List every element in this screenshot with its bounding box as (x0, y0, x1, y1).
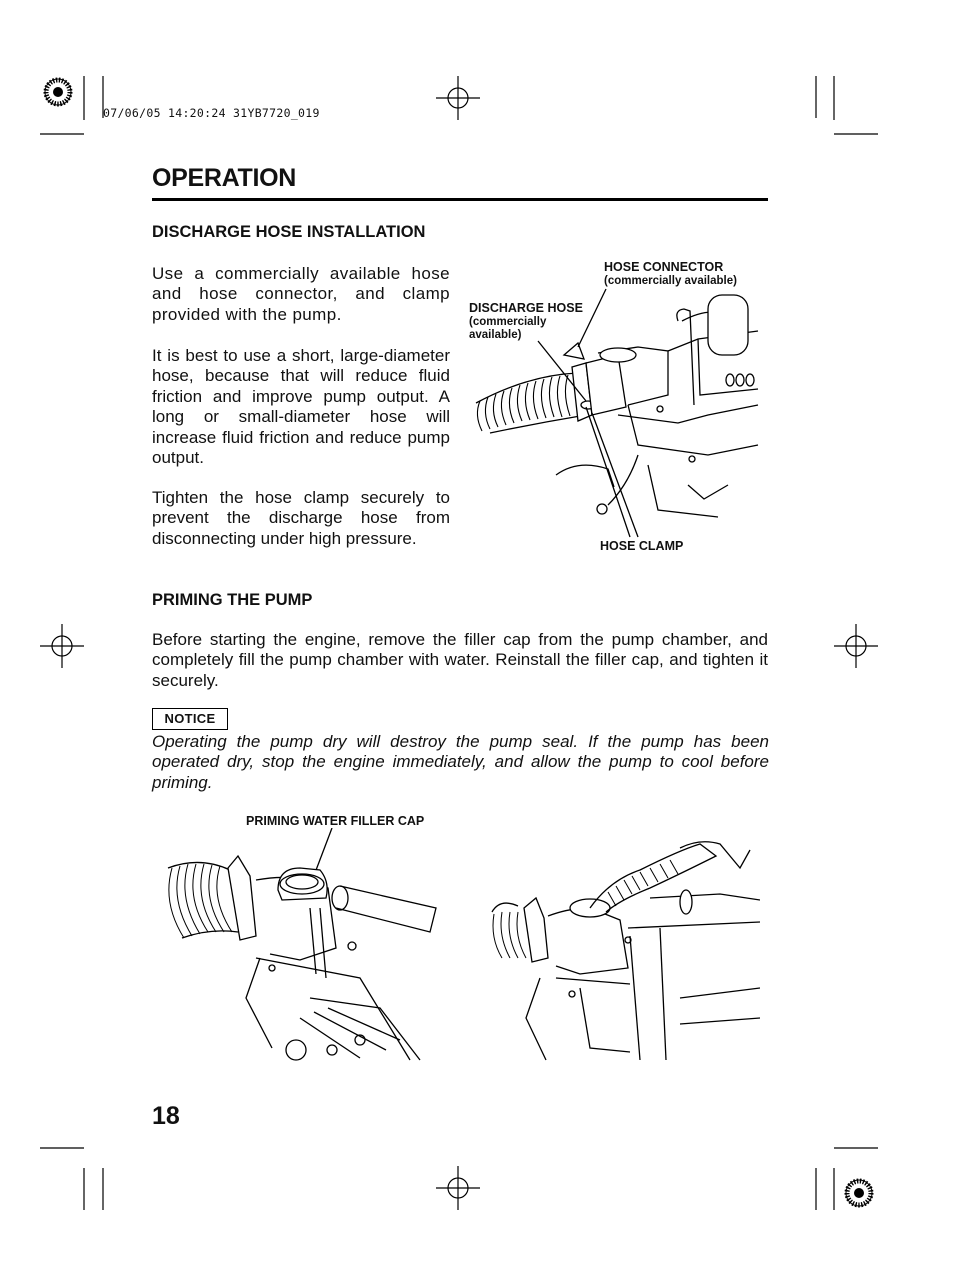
discharge-hose-label: DISCHARGE HOSE (469, 301, 583, 315)
discharge-hose-note-line-1: (commercially (469, 316, 547, 328)
discharge-paragraph-1: Use a commercially available hose and hose connector, and clamp provided with the pump. (152, 264, 450, 324)
registration-target-icon (45, 79, 71, 105)
priming-illustrations (160, 828, 760, 1064)
registration-target-icon (846, 1180, 872, 1206)
page-number: 18 (152, 1102, 180, 1130)
discharge-heading: DISCHARGE HOSE INSTALLATION (152, 223, 426, 241)
notice-badge: NOTICE (152, 708, 228, 730)
print-stamp: 07/06/05 14:20:24 31YB7720_019 (103, 106, 320, 120)
priming-paragraph: Before starting the engine, remove the filler cap from the pump chamber, and completely fill the pump chamber with water. Reinstall the filler cap, and tighten it securely. (152, 630, 768, 690)
priming-filler-cap-label: PRIMING WATER FILLER CAP (246, 814, 425, 828)
page-title: OPERATION (152, 164, 297, 192)
hose-connector-label: HOSE CONNECTOR (604, 260, 724, 274)
discharge-hose-note-line-2: available) (469, 329, 522, 341)
title-rule (152, 198, 768, 201)
hose-connector-note: (commercially available) (604, 275, 737, 287)
discharge-paragraph-2: It is best to use a short, large-diameter hose, because that will reduce fluid friction and improve pump output. A long or small-diameter hose will increase fluid friction and reduce pump output. (152, 346, 450, 468)
notice-text: Operating the pump dry will destroy the pump seal. If the pump has been operated dry, stop the engine immediately, and allow the pump to cool before priming. (152, 732, 769, 792)
discharge-paragraph-3: Tighten the hose clamp securely to prevent the discharge hose from disconnecting under high pressure. (152, 488, 450, 548)
priming-heading: PRIMING THE PUMP (152, 591, 313, 609)
hose-clamp-label: HOSE CLAMP (600, 539, 684, 553)
